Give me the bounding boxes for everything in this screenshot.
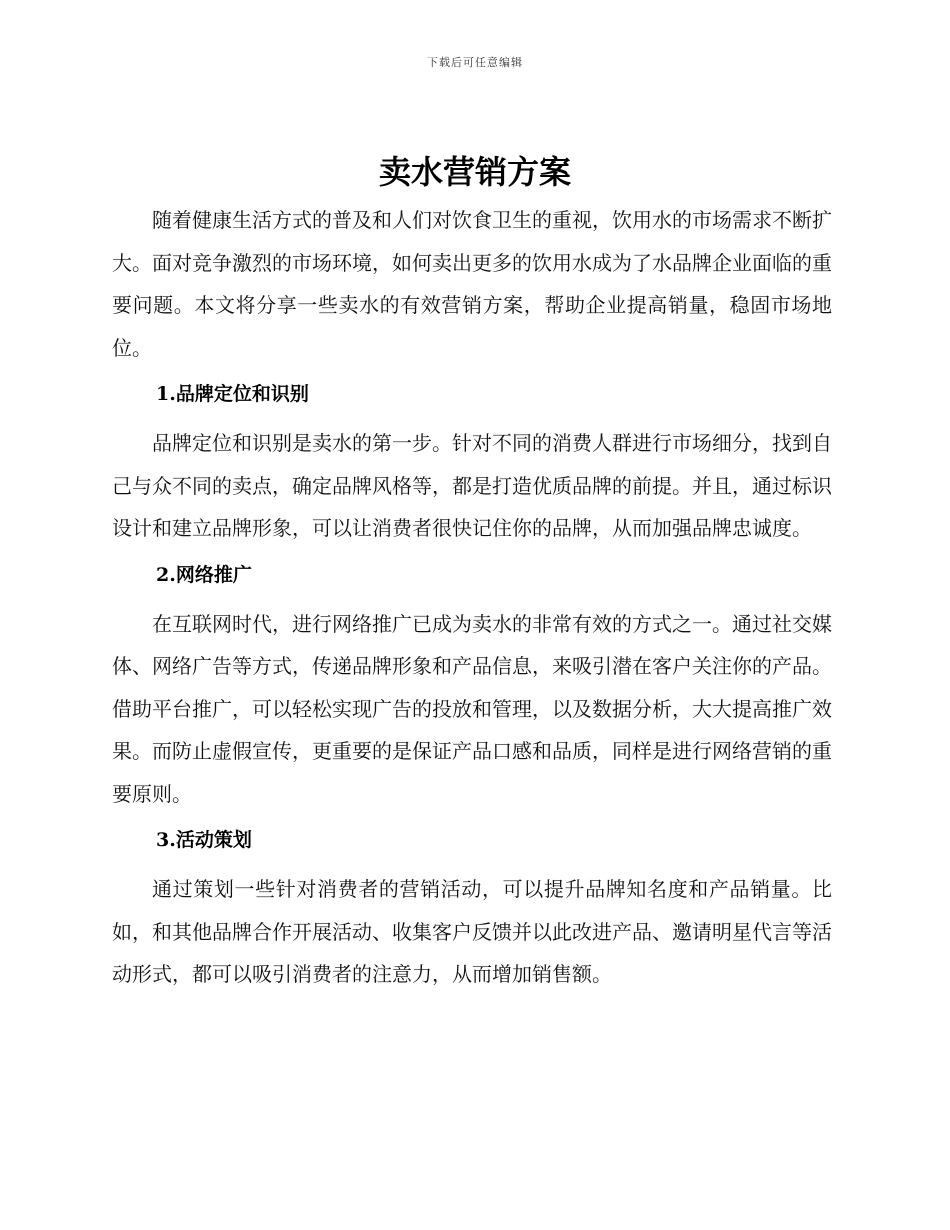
section-body-event-planning: 通过策划一些针对消费者的营销活动，可以提升品牌知名度和产品销量。比如，和其他品牌合作开展活动、收集客户反馈并以此改进产品、邀请明星代言等活动形式，都可以吸引消费者的注意力，从而增加销售额。 [112,877,832,986]
section-body-brand-positioning: 品牌定位和识别是卖水的第一步。针对不同的消费人群进行市场细分，找到自己与众不同的卖点，确定品牌风格等，都是打造优质品牌的前提。并且，通过标识设计和建立品牌形象，可以让消费者很快记住你的品牌，从而加强品牌忠诚度。 [112,431,832,540]
section-heading-brand-positioning: 1.品牌定位和识别 [156,383,309,405]
page-header: 下载后可任意编辑 [427,56,523,69]
document-title: 卖水营销方案 [378,153,571,191]
section-heading-online-promotion: 2.网络推广 [156,563,252,586]
intro-paragraph: 随着健康生活方式的普及和人们对饮食卫生的重视，饮用水的市场需求不断扩大。面对竞争激烈的市场环境，如何卖出更多的饮用水成为了水品牌企业面临的重要问题。本文将分享一些卖水的有效营销方案，帮助企业提高销量，稳固市场地位。 [112,208,832,360]
section-body-online-promotion: 在互联网时代，进行网络推广已成为卖水的非常有效的方式之一。通过社交媒体、网络广告等方式，传递品牌形象和产品信息，来吸引潜在客户关注你的产品。借助平台推广，可以轻松实现广告的投放和管理，以及数据分析，大大提高推广效果。而防止虚假宣传，更重要的是保证产品口感和品质，同样是进行网络营销的重要原则。 [112,611,832,806]
document-body [112,199,832,996]
section-heading-event-planning: 3.活动策划 [156,829,252,851]
